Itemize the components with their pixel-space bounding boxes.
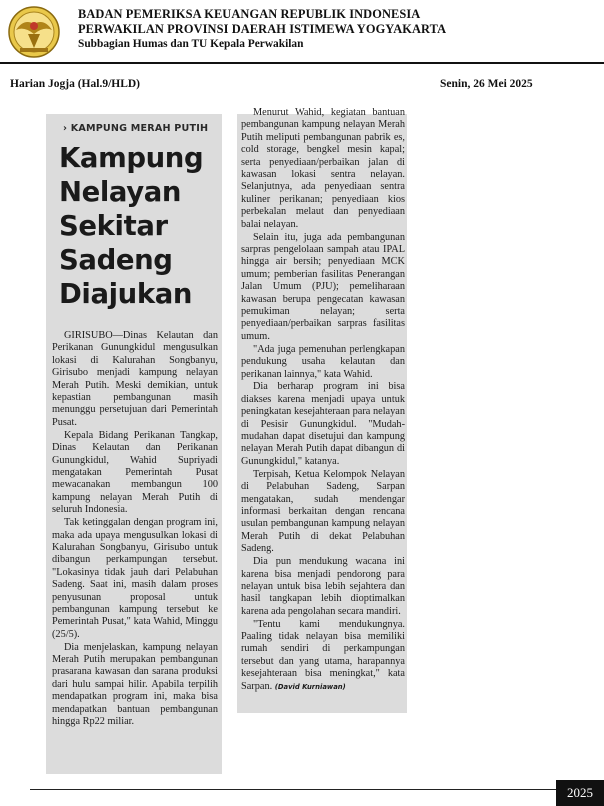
clipping-date: Senin, 26 Mei 2025 [440, 78, 533, 90]
article-body-left [52, 330, 218, 729]
clipping-column-right [237, 107, 407, 713]
unit-name: Subbagian Humas dan TU Kepala Perwakilan [78, 38, 304, 50]
article-paragraph: Terpisah, Ketua Kelompok Nelayan di Pelabuhan Sadeng, Sarpan mengatakan, sudah mendengar informasi berkaitan dengan rencana usulan pembangunan kampung nelayan Merah Putih di dekat Pelabuhan Sadeng. [241, 468, 405, 555]
article-paragraph: Selain itu, juga ada pembangunan sarpras pengelolaan sampah atau IPAL hingga air bersih; penyediaan MCK umum; pemberian fasilitas Penerangan Jalan Umum (PJU); pemeliharaan kawasan berupa pengecatan kawasan pemukiman nelayan; serta penyediaan/perbaikan sarpras fasilitas umum. [241, 231, 405, 342]
office-name: PERWAKILAN PROVINSI DAERAH ISTIMEWA YOGYAKARTA [78, 22, 447, 36]
footer-divider [30, 789, 557, 790]
article-paragraph: "Ada juga pemenuhan perlengkapan pendukung usaha kelautan dan perikanan lainnya," kata Wahid. [241, 343, 405, 380]
article-paragraph: GIRISUBO—Dinas Kelautan dan Perikanan Gunungkidul mengusulkan lokasi di Kalurahan Songbanyu, Girisubo menjadi kampung nelayan Merah Putih. Meski demikian, untuk kepastian pembangunan masih menunggu persetujuan dari Pemerintah Pusat. [52, 330, 218, 428]
headline-line: Sadeng [59, 244, 173, 276]
institution-name: BADAN PEMERIKSA KEUANGAN REPUBLIK INDONESIA [78, 7, 421, 21]
article-paragraph: Kepala Bidang Perikanan Tangkap, Dinas Kelautan dan Perikanan Gunungkidul, Wahid Supriyadi mengatakan Pemerintah Pusat mewacanakan membangun 100 kampung nelayan Merah Putih di seluruh Indonesia. [52, 429, 218, 516]
headline-line: Diajukan [59, 278, 193, 310]
clipping-source: Harian Jogja (Hal.9/HLD) [10, 78, 141, 90]
headline-line: Sekitar [59, 210, 168, 242]
article-paragraph: Dia berharap program ini bisa diakses karena menjadi upaya untuk peningkatan kesejahteraan para nelayan di Pesisir Gunungkidul. "Mudah-mudahan dapat disetujui dan kampung nelayan Merah Putih dapat dibangun di Gunungkidul," katanya. [241, 381, 405, 467]
headline-line: Nelayan [59, 176, 182, 208]
header-divider [0, 62, 604, 64]
article-paragraph: Dia pun mendukung wacana ini karena bisa menjadi pendorong para nelayan untuk bisa lebih sejahtera dan hasil tangkapan lebih dioptimalkan karena ada pengolahan secara mandiri. [241, 556, 405, 617]
article-paragraph: Tak ketinggalan dengan program ini, maka ada upaya mengusulkan lokasi di Kalurahan Songbanyu, Girisubo untuk dibangun perkampungan tersebut. "Lokasinya tidak jauh dari Pelabuhan Sadeng. Saat ini, masih dalam proses penyusunan proposal untuk pembangunan kampung tersebut ke Pemerintah Pusat," kata Wahid, Minggu (25/5). [52, 517, 218, 640]
article-body-right [241, 107, 405, 693]
author-byline: (David Kurniawan) [274, 682, 346, 691]
article-headline [59, 141, 219, 311]
clipping-column-left [46, 114, 222, 774]
article-paragraph: Dia menjelaskan, kampung nelayan Merah Putih merupakan pembangunan prasarana kawasan dan sarana produksi dari hulu sampai hilir. Apabila terpilih mendapatkan program ini, maka bisa mendapatkan bantuan pembangunan hingga Rp22 miliar. [52, 641, 218, 728]
headline-line: Kampung [59, 142, 204, 174]
year-badge: 2025 [556, 780, 604, 806]
closing-quote: "Tentu kami mendukungnya. Paaling tidak nelayan bisa memiliki rumah sendiri di perkampungan tersebut dan yang utama, harapannya kesejahteraan bisa meningkat," kata Sarpan. [241, 618, 405, 692]
article-paragraph [241, 619, 405, 693]
bpk-emblem-logo [6, 4, 62, 60]
article-paragraph: Menurut Wahid, kegiatan bantuan pembangunan kampung nelayan Merah Putih meliputi pembangunan pabrik es, cold storage, bengkel mesin kapal; serta penyediaan/perbaikan jalan di kawasan lokasi sentra nelayan. Selanjutnya, ada penyediaan sentra kuliner perikanan; penyediaan kios perbekalan melaut dan penyediaan balai nelayan. [241, 107, 405, 230]
article-rubric: › KAMPUNG MERAH PUTIH [63, 123, 209, 134]
letterhead [78, 7, 446, 52]
